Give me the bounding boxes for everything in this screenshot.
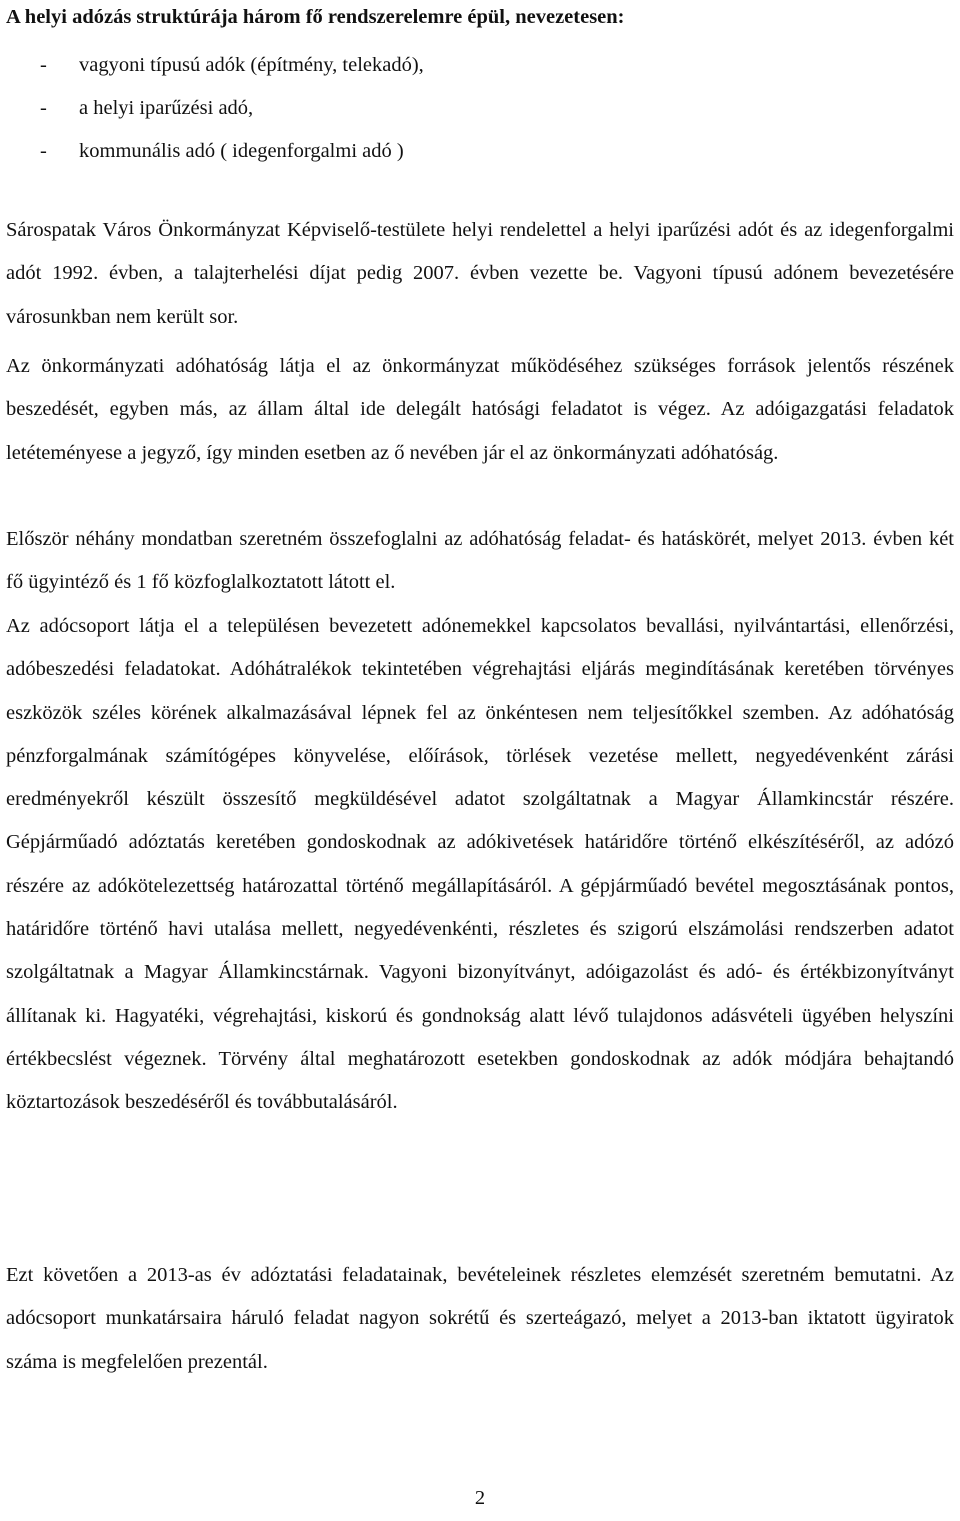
list-dash: - (40, 54, 47, 76)
list-item (6, 130, 424, 173)
paragraph-introduction: Sárospatak Város Önkormányzat Képviselő-testülete helyi rendelettel a helyi iparűzési adót és az idegenforgalmi adót 1992. évben, a talajterhelési díjat pedig 2007. évben vezette be. Vagyoni típusú adónem bevezetésére városunkban nem került sor. (6, 219, 954, 328)
page-number: 2 (474, 1487, 486, 1509)
tax-type-list (6, 44, 424, 173)
paragraph-summary: Először néhány mondatban szeretném összefoglalni az adóhatóság feladat- és hatáskörét, melyet 2013. évben két fő ügyintéző és 1 fő közfoglalkoztatott látott el. (6, 528, 954, 594)
list-dash: - (40, 97, 47, 119)
paragraph-analysis: Ezt követően a 2013-as év adóztatási feladatainak, bevételeinek részletes elemzését szeretném bemutatni. Az adócsoport munkatársaira háruló feladat nagyon sokrétű és szerteágazó, melyet a 2013-ban iktatott ügyiratok száma is megfelelően prezentál. (6, 1264, 954, 1373)
list-item (6, 87, 424, 130)
list-item (6, 44, 424, 87)
paragraph-tasks: Az adócsoport látja el a településen bevezetett adónemekkel kapcsolatos bevallási, nyilvántartási, ellenőrzési, adóbeszedési feladatokat. Adóhátralékok tekintetében végrehajtási eljárás megindításának keretében törvényes eszközök széles körének alkalmazásával lépnek fel az önkéntesen nem teljesítőkkel szemben. Az adóhatóság pénzforgalmának számítógépes könyvelése, előírások, törlések vezetése mellett, negyedévenként zárási eredményekről készült összesítő megküldésével adatot szolgáltatnak a Magyar Államkincstár részére. Gépjárműadó adóztatás keretében gondoskodnak az adókivetések határidőre történő elkészítéséről, az adózó részére az adókötelezettség határozattal történő megállapításáról. A gépjárműadó bevétel megosztásának pontos, határidőre történő havi utalása mellett, negyedévenkénti, részletes és szigorú elszámolási rendszerben adatot szolgáltatnak a Magyar Államkincstárnak. Vagyoni bizonyítványt, adóigazolást és adó- és értékbizonyítványt állítanak ki. Hagyatéki, végrehajtási, kiskorú és gondnokság alatt lévő tulajdonos adásvételi ügyében helyszíni értékbecslést végeznek. Törvény által meghatározott esetekben gondoskodnak az adók módjára behajtandó köztartozások beszedéséről és továbbutalásáról. (6, 615, 954, 1114)
list-item-text: a helyi iparűzési adó, (79, 97, 254, 119)
list-dash: - (40, 140, 47, 162)
list-item-text: kommunális adó ( idegenforgalmi adó ) (79, 140, 404, 162)
section-heading: A helyi adózás struktúrája három fő rendszerelemre épül, nevezetesen: (6, 6, 625, 28)
list-item-text: vagyoni típusú adók (építmény, telekadó), (79, 54, 424, 76)
paragraph-tax-authority: Az önkormányzati adóhatóság látja el az önkormányzat működéséhez szükséges források jelentős részének beszedését, egyben más, az állam által ide delegált hatósági feladatot is végez. Az adóigazgatási feladatok letéteményese a jegyző, így minden esetben az ő nevében jár el az önkormányzati adóhatóság. (6, 355, 954, 464)
